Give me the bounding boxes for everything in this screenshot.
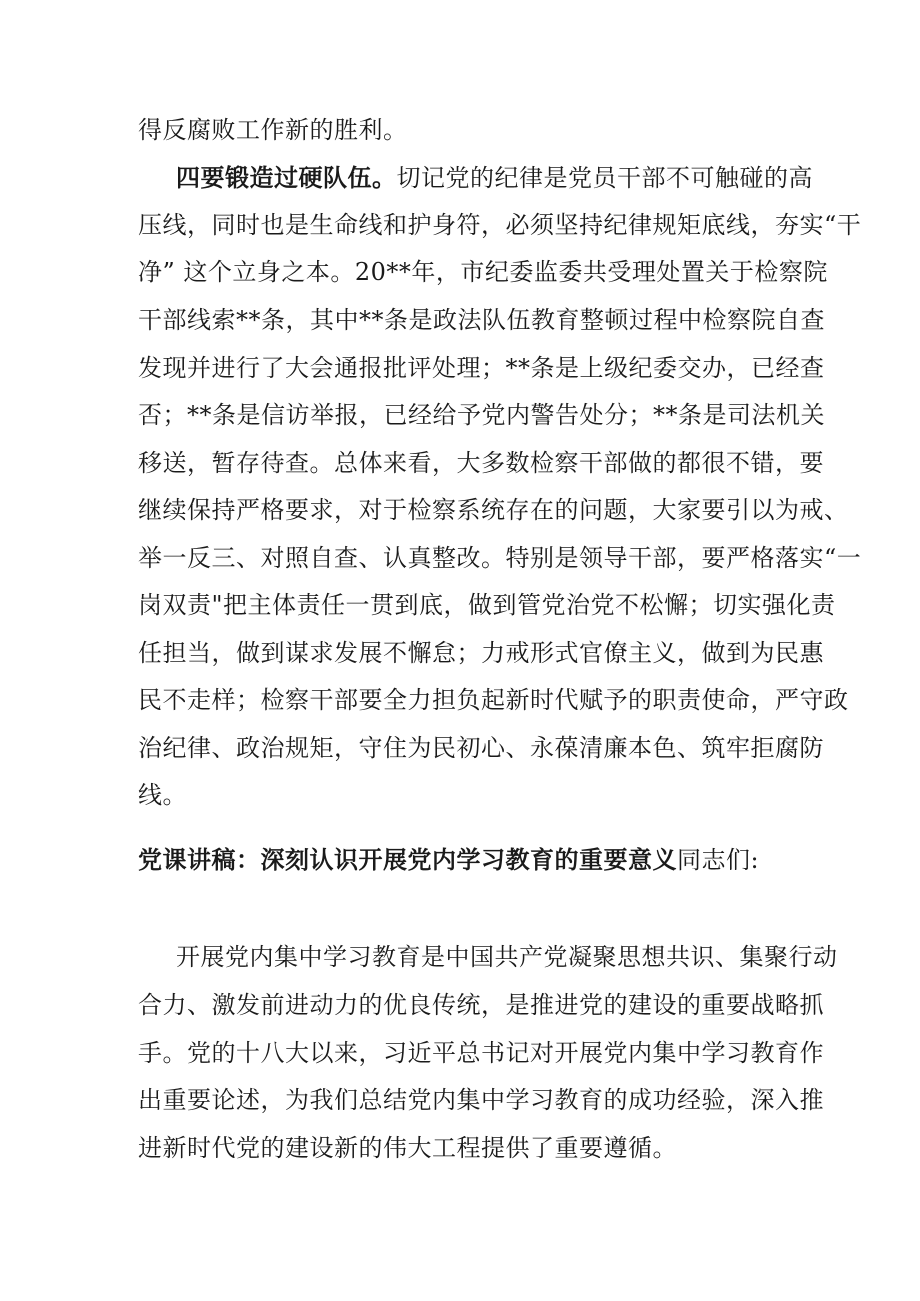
paragraph-2-line: 压线，同时也是生命线和护身符，必须坚持纪律规矩底线，夯实“干	[138, 211, 862, 239]
paragraph-2-line: 干部线索**条，其中**条是政法队伍教育整顿过程中检察院自查	[138, 306, 825, 334]
paragraph-2-heading: 四要锻造过硬队伍。	[176, 163, 397, 192]
paragraph-2-first-line-text: 切记党的纪律是党员干部不可触碰的高	[396, 164, 813, 192]
paragraph-2-first-line	[176, 163, 813, 193]
paragraph-2-line: 治纪律、政治规矩，守住为民初心、永葆清廉本色、筑牢拒腐防	[138, 734, 824, 762]
paragraph-2-line: 净” 这个立身之本。20**年，市纪委监委共受理处置关于检察院	[138, 258, 828, 286]
paragraph-2-line: 发现并进行了大会通报批评处理；**条是上级纪委交办，已经查	[138, 354, 825, 382]
paragraph-2-line: 民不走样；检察干部要全力担负起新时代赋予的职责使命，严守政	[138, 686, 849, 714]
paragraph-3-line: 合力、激发前进动力的优良传统，是推进党的建设的重要战略抓	[138, 991, 824, 1019]
section-title	[138, 845, 759, 875]
paragraph-2-line: 移送，暂存待查。总体来看，大多数检察干部做的都很不错，要	[138, 449, 824, 477]
paragraph-2-line: 否；**条是信访举报，已经给予党内警告处分；**条是司法机关	[138, 401, 825, 429]
paragraph-3-line: 出重要论述，为我们总结党内集中学习教育的成功经验，深入推	[138, 1086, 824, 1114]
paragraph-3-line: 开展党内集中学习教育是中国共产党凝聚思想共识、集聚行动	[176, 943, 838, 971]
paragraph-3-line: 进新时代党的建设新的伟大工程提供了重要遵循。	[138, 1134, 677, 1162]
paragraph-2-line: 举一反三、对照自查、认真整改。特别是领导干部，要严格落实“一	[138, 544, 862, 572]
section-title-bold: 党课讲稿：深刻认识开展党内学习教育的重要意义	[138, 845, 677, 874]
section-title-greeting: 同志们:	[677, 846, 760, 874]
paragraph-1-end: 得反腐败工作新的胜利。	[138, 116, 408, 144]
paragraph-3-line: 手。党的十八大以来，习近平总书记对开展党内集中学习教育作	[138, 1039, 824, 1067]
paragraph-2-line: 岗双责"把主体责任一贯到底，做到管党治党不松懈；切实强化责	[138, 591, 836, 619]
paragraph-2-line: 任担当，做到谋求发展不懈怠；力戒形式官僚主义，做到为民惠	[138, 639, 824, 667]
paragraph-2-line: 线。	[138, 781, 187, 809]
paragraph-2-line: 继续保持严格要求，对于检察系统存在的问题，大家要引以为戒、	[138, 496, 849, 524]
